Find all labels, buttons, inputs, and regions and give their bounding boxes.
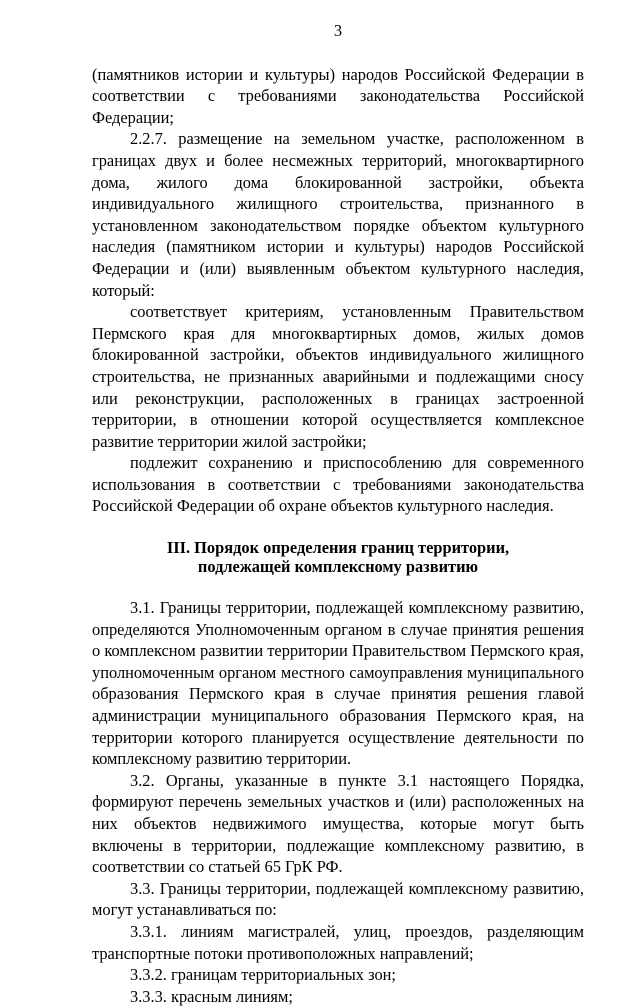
paragraph-criteria: соответствует критериям, установленным Правительством Пермского края для многоквартирных домов, жилых домов блокированной застройки, объектов индивидуального жилищного строительства, не признанных аварийными и подлежащими сносу или реконструкции, расположенных в границах застроенной территории, в отношении которой осуществляется комплексное развитие территории жилой застройки; xyxy=(92,302,584,451)
paragraph-preservation: подлежит сохранению и приспособлению для современного использования в соответствии с требованиями законодательства Российской Федерации об охране объектов культурного наследия. xyxy=(92,453,584,516)
page-number: 3 xyxy=(333,21,343,40)
paragraph-3-1: 3.1. Границы территории, подлежащей комплексному развитию, определяются Уполномоченным органом в случае принятия решения о комплексном развитии территории Правительством Пермского края, уполномоченным органом местного самоуправления муниципального образования Пермского края в случае принятия решения главой администрации муниципального образования Пермского края, на территории которого планируется осуществление деятельности по комплексному развитию территории. xyxy=(92,598,584,769)
section-heading xyxy=(92,538,584,576)
paragraph-2-2-7: 2.2.7. размещение на земельном участке, расположенном в границах двух и более несмежных территорий, многоквартирного дома, жилого дома блокированной застройки, объекта индивидуального жилищного строительства, признанного в установленном законодательством порядке объектом культурного наследия (памятником истории и культуры) народов Российской Федерации и (или) выявленным объектом культурного наследия, который: xyxy=(92,129,584,300)
section-heading-line-2: подлежащей комплексному развитию xyxy=(197,557,479,577)
paragraph-continuation: (памятников истории и культуры) народов Российской Федерации в соответствии с требованиями законодательства Российской Федерации; xyxy=(92,64,584,127)
paragraph-3-3-1: 3.3.1. линиям магистралей, улиц, проездов, разделяющим транспортные потоки противоположных направлений; xyxy=(92,921,584,963)
paragraph-3-3-2: 3.3.2. границам территориальных зон; xyxy=(130,965,396,985)
paragraph-3-3: 3.3. Границы территории, подлежащей комплексному развитию, могут устанавливаться по: xyxy=(92,878,584,920)
section-heading-line-1: III. Порядок определения границ территории, xyxy=(166,538,510,558)
paragraph-3-2: 3.2. Органы, указанные в пункте 3.1 настоящего Порядка, формируют перечень земельных участков и (или) расположенных на них объектов недвижимого имущества, которые могут быть включены в территории, подлежащие комплексному развитию, в соответствии со статьей 65 ГрК РФ. xyxy=(92,770,584,877)
paragraph-3-3-3: 3.3.3. красным линиям; xyxy=(130,986,293,1006)
